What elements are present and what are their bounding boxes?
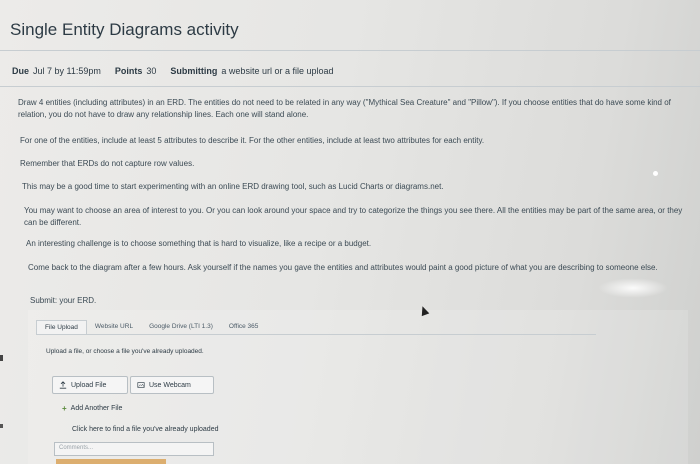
submitting-label: Submitting (170, 66, 218, 76)
plus-icon: + (62, 404, 67, 413)
add-another-file[interactable] (62, 404, 122, 413)
page-title: Single Entity Diagrams activity (10, 20, 239, 39)
use-webcam-button[interactable] (130, 376, 214, 394)
upload-icon (59, 381, 67, 389)
find-uploaded-file-link[interactable]: Click here to find a file you've already uploaded (72, 426, 219, 433)
tab-divider (36, 334, 596, 335)
edge-mark (0, 424, 3, 428)
divider (0, 50, 700, 51)
instruction-paragraph: Draw 4 entities (including attributes) in an ERD. The entities do not need to be related in any way ("Mythical Sea Creature" and "Pillow"). If you choose entities that do have some kind of relation, you do not have to draw any relationship lines. Each one will stand alone. (18, 98, 671, 119)
edge-mark (0, 355, 3, 361)
instruction-paragraph: Submit: your ERD. (30, 296, 97, 305)
submitting-meta (170, 66, 333, 76)
points-meta (115, 66, 157, 76)
comments-field[interactable]: Comments... (54, 442, 214, 456)
webcam-icon (137, 381, 145, 389)
submitting-value: a website url or a file upload (221, 66, 334, 76)
tab-office-365[interactable]: Office 365 (228, 323, 259, 330)
instruction-paragraph: Come back to the diagram after a few hours. Ask yourself if the names you gave the entities and attributes would paint a good picture of what you are describing to someone else. (28, 263, 658, 272)
tab-file-upload[interactable]: File Upload (36, 320, 87, 334)
instruction-paragraph: This may be a good time to start experimenting with an online ERD drawing tool, such as Lucid Charts or diagrams.net. (22, 182, 444, 191)
due-value: Jul 7 by 11:59pm (33, 66, 101, 76)
instruction-paragraph: Remember that ERDs do not capture row values. (20, 159, 195, 168)
instruction-paragraph: An interesting challenge is to choose something that is hard to visualize, like a recipe or a budget. (26, 239, 372, 248)
accent-bar (56, 459, 166, 464)
divider (0, 86, 700, 87)
due-label: Due (12, 66, 30, 76)
glare-dot (653, 171, 658, 176)
submission-tabs (36, 320, 266, 334)
upload-file-label: Upload File (71, 381, 107, 389)
instruction-paragraph: You may want to choose an area of interest to you. Or you can look around your space and try to categorize the things you see there. All the entities may be part of the same area, or they can be different. (24, 206, 683, 227)
tab-website-url[interactable]: Website URL (94, 323, 134, 330)
due-meta (12, 66, 101, 76)
upload-message: Upload a file, or choose a file you've already uploaded. (46, 348, 204, 355)
use-webcam-label: Use Webcam (149, 381, 191, 389)
points-label: Points (114, 66, 143, 76)
add-another-file-label: Add Another File (70, 405, 123, 412)
screen-glare (598, 278, 668, 298)
assignment-meta (12, 66, 334, 76)
instruction-paragraph: For one of the entities, include at least 5 attributes to describe it. For the other entities, include at least two attributes for each entity. (20, 136, 485, 145)
points-value: 30 (146, 66, 157, 76)
upload-file-button[interactable] (52, 376, 128, 394)
tab-google-drive[interactable]: Google Drive (LTI 1.3) (149, 323, 213, 330)
